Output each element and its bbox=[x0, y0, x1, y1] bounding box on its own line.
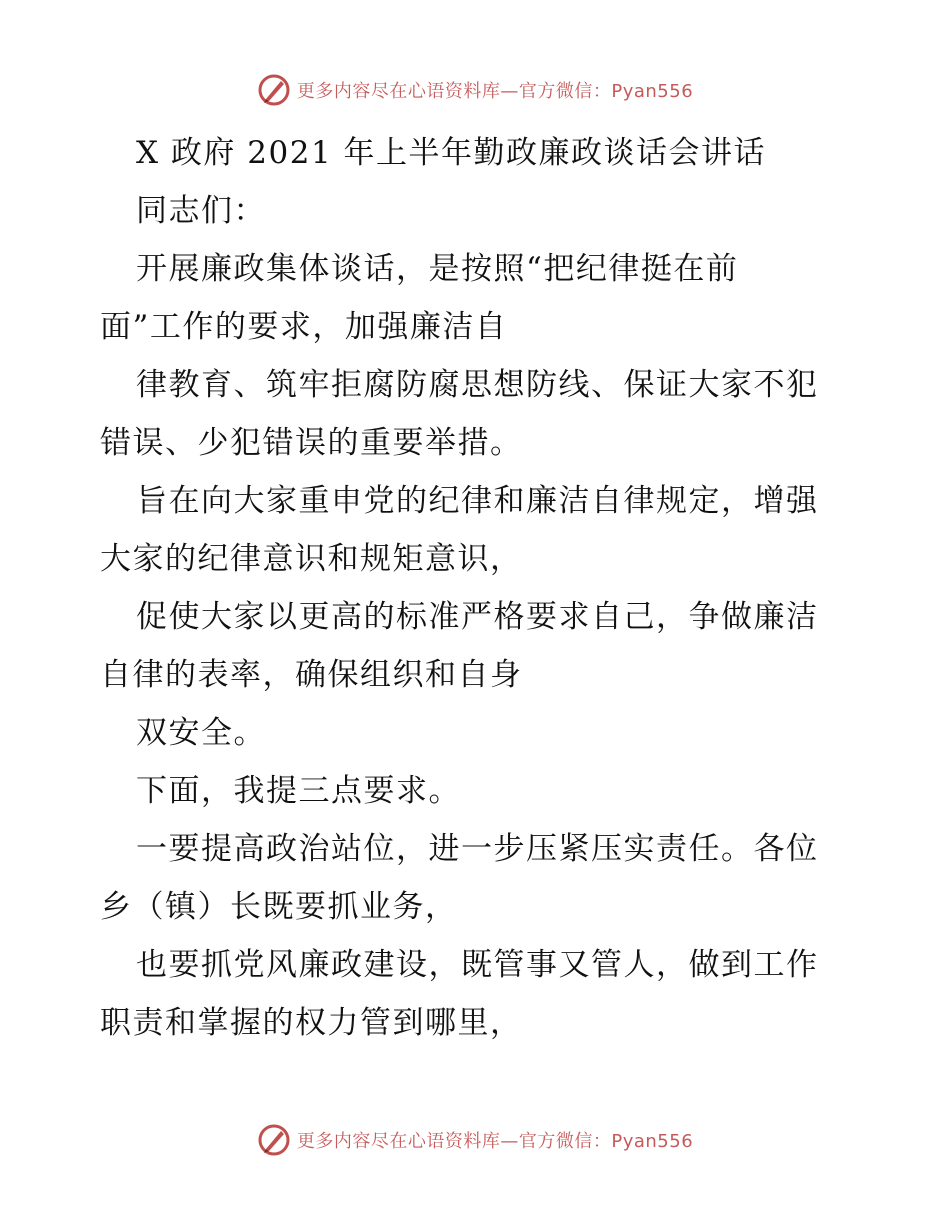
footer-banner-text: 更多内容尽在心语资料库—官方微信：Pyan556 bbox=[296, 1131, 694, 1152]
paragraph-line: 一要提高政治站位，进一步压紧压实责任。各位 bbox=[136, 831, 819, 867]
paragraph-line: 律教育、筑牢拒腐防腐思想防线、保证大家不犯 bbox=[136, 367, 819, 403]
document-body bbox=[100, 124, 860, 1052]
footer-banner bbox=[0, 1120, 950, 1160]
paragraph-line: 自律的表率，确保组织和自身 bbox=[100, 657, 523, 693]
paragraph-line: 下面，我提三点要求。 bbox=[136, 773, 461, 809]
paragraph-line: 双安全。 bbox=[136, 715, 266, 751]
paragraph-line: 面”工作的要求，加强廉洁自 bbox=[100, 309, 508, 345]
paragraph-line: 乡（镇）长既要抓业务， bbox=[100, 889, 458, 925]
header-banner-text: 更多内容尽在心语资料库—官方微信：Pyan556 bbox=[296, 81, 694, 102]
quill-pen-logo-icon bbox=[257, 1123, 291, 1157]
header-banner bbox=[0, 70, 950, 110]
paragraph-line: 开展廉政集体谈话，是按照“把纪律挺在前 bbox=[136, 251, 739, 287]
paragraph-line: 错误、少犯错误的重要举措。 bbox=[100, 425, 523, 461]
document-title: X 政府 2021 年上半年勤政廉政谈话会讲话 bbox=[136, 135, 767, 171]
paragraph-line: 职责和掌握的权力管到哪里， bbox=[100, 1005, 523, 1041]
paragraph-line: 促使大家以更高的标准严格要求自己，争做廉洁 bbox=[136, 599, 819, 635]
paragraph-line: 同志们： bbox=[136, 193, 266, 229]
paragraph-line: 旨在向大家重申党的纪律和廉洁自律规定，增强 bbox=[136, 483, 819, 519]
paragraph-line: 大家的纪律意识和规矩意识， bbox=[100, 541, 523, 577]
quill-pen-logo-icon bbox=[257, 73, 291, 107]
paragraph-line: 也要抓党风廉政建设，既管事又管人，做到工作 bbox=[136, 947, 819, 983]
